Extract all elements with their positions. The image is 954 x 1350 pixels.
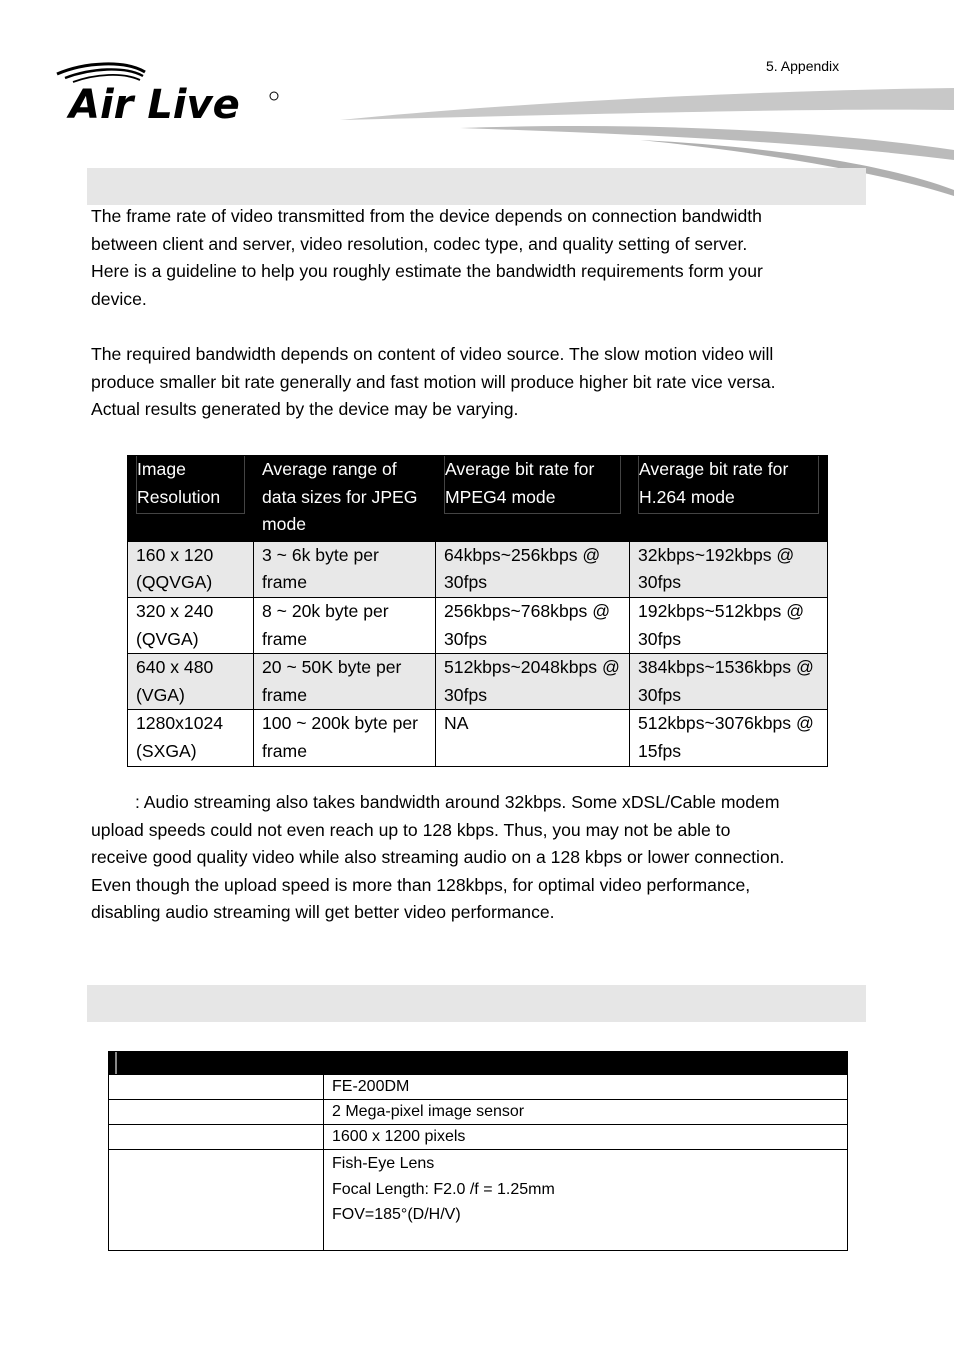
spec-value-line: Focal Length: F2.0 /f = 1.25mm	[332, 1180, 555, 1198]
spec-row	[109, 1125, 848, 1150]
table-cell: NA	[436, 710, 630, 766]
bandwidth-table	[127, 455, 828, 767]
table-header-row	[128, 456, 828, 542]
table-cell: 100 ~ 200k byte per frame	[254, 710, 436, 766]
spec-row	[109, 1150, 848, 1251]
text-line: Here is a guideline to help you roughly estimate the bandwidth requirements form your	[91, 261, 763, 282]
section-heading-bar	[87, 985, 866, 1022]
spec-value-cell: FE-200DM	[324, 1075, 848, 1100]
spec-value-cell	[324, 1150, 848, 1251]
table-cell: 20 ~ 50K byte per frame	[254, 654, 436, 710]
table-row	[128, 654, 828, 710]
airlive-logo	[55, 58, 285, 128]
table-row	[128, 597, 828, 653]
table-row	[128, 541, 828, 597]
text-line: disabling audio streaming will get better video performance.	[91, 902, 555, 923]
table-cell: 3 ~ 6k byte per frame	[254, 541, 436, 597]
table-cell: 256kbps~768kbps @ 30fps	[436, 597, 630, 653]
table-cell: 32kbps~192kbps @ 30fps	[630, 541, 828, 597]
content-paragraph	[91, 341, 866, 424]
section-heading-bar	[87, 168, 866, 205]
logo-text: Air Live	[69, 82, 240, 128]
spec-label-cell	[109, 1100, 324, 1125]
header-jpeg: Average range of data sizes for JPEG mode	[254, 456, 436, 542]
table-cell: 320 x 240 (QVGA)	[128, 597, 254, 653]
spec-label-cell	[109, 1150, 324, 1251]
text-line: upload speeds could not even reach up to 128 kbps. Thus, you may not be able to	[91, 819, 731, 840]
text-line: device.	[91, 288, 147, 309]
text-line: Even though the upload speed is more than 128kbps, for optimal video performance,	[91, 874, 751, 895]
table-cell: 384kbps~1536kbps @ 30fps	[630, 654, 828, 710]
header-mpeg4: Average bit rate for MPEG4 mode	[436, 456, 630, 542]
table-cell: 512kbps~3076kbps @ 15fps	[630, 710, 828, 766]
spec-row	[109, 1075, 848, 1100]
table-row	[128, 710, 828, 766]
table-cell: 1280x1024 (SXGA)	[128, 710, 254, 766]
spec-value-cell: 2 Mega-pixel image sensor	[324, 1100, 848, 1125]
note-paragraph	[91, 789, 866, 927]
intro-paragraph	[91, 203, 866, 313]
spec-label-cell	[109, 1075, 324, 1100]
header-resolution: Image Resolution	[128, 456, 254, 542]
spec-header-cell	[109, 1052, 848, 1075]
table-cell: 640 x 480 (VGA)	[128, 654, 254, 710]
text-line: receive good quality video while also streaming audio on a 128 kbps or lower connection.	[91, 847, 785, 868]
specification-table	[108, 1051, 848, 1251]
text-line: The frame rate of video transmitted from the device depends on connection bandwidth	[91, 206, 762, 226]
table-cell: 192kbps~512kbps @ 30fps	[630, 597, 828, 653]
table-cell: 64kbps~256kbps @ 30fps	[436, 541, 630, 597]
table-cell: 512kbps~2048kbps @ 30fps	[436, 654, 630, 710]
spec-value-line: Fish-Eye Lens	[332, 1155, 435, 1172]
text-line: : Audio streaming also takes bandwidth around 32kbps. Some xDSL/Cable modem	[135, 792, 780, 812]
spec-header-row	[109, 1052, 848, 1075]
text-line: produce smaller bit rate generally and fast motion will produce higher bit rate vice versa.	[91, 371, 776, 392]
header-h264: Average bit rate for H.264 mode	[630, 456, 828, 542]
spec-label-cell	[109, 1125, 324, 1150]
spec-value-cell: 1600 x 1200 pixels	[324, 1125, 848, 1150]
section-header-label: 5. Appendix	[766, 58, 840, 74]
text-line: between client and server, video resolution, codec type, and quality setting of server.	[91, 233, 748, 254]
text-line: The required bandwidth depends on content of video source. The slow motion video will	[91, 344, 774, 364]
table-cell: 160 x 120 (QQVGA)	[128, 541, 254, 597]
text-line: Actual results generated by the device may be varying.	[91, 399, 519, 420]
spec-row	[109, 1100, 848, 1125]
spec-value-line: FOV=185°(D/H/V)	[332, 1206, 461, 1223]
table-cell: 8 ~ 20k byte per frame	[254, 597, 436, 653]
